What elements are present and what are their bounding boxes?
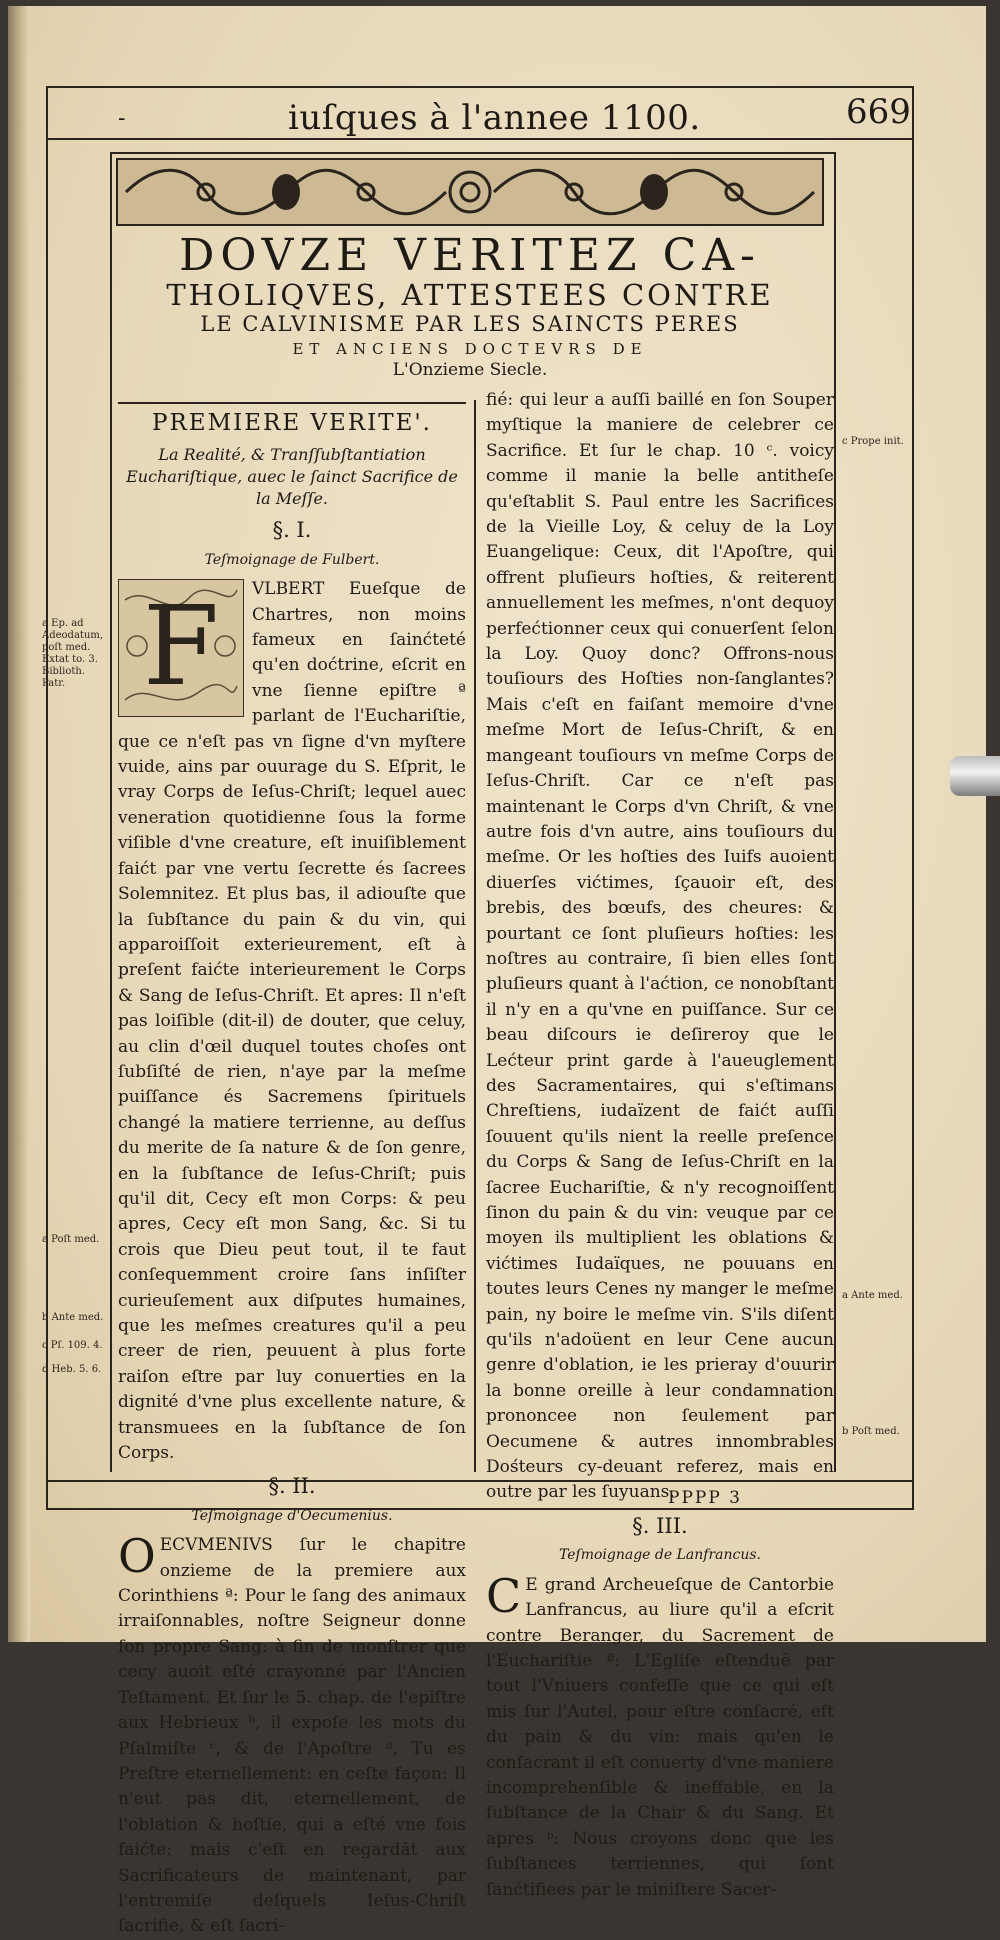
initial-letter: C xyxy=(486,1568,522,1623)
ornament-band-icon xyxy=(116,158,824,226)
frame-right-rule xyxy=(912,86,914,1508)
column-divider xyxy=(474,400,476,1472)
book-page xyxy=(8,6,986,1937)
title-line-2: THOLIQVES, ATTESTEES CONTRE xyxy=(166,278,774,312)
page-number: 669 xyxy=(846,92,911,132)
title-line-3: LE CALVINISME PAR LES SAINCTS PERES xyxy=(200,312,740,336)
frame-top-rule xyxy=(46,86,914,88)
right-column xyxy=(486,388,834,1903)
running-title: iuſques à l'annee 1100. xyxy=(288,98,701,138)
initial-letter: O xyxy=(118,1529,156,1584)
margin-note: a Ep. ad Adeodatum, poſt med. Extat to. 3. Biblioth. Patr. xyxy=(42,618,104,689)
margin-note: c Prope init. xyxy=(842,436,904,447)
margin-note: a Ante med. xyxy=(842,1290,903,1301)
margin-note: b Ante med. xyxy=(42,1312,104,1323)
header-mark: - xyxy=(118,106,126,131)
oecumenius-continuation: fié: qui leur a auſſi baillé en ſon Souper myſtique la maniere de celebrer ce Sacrifice. Et ſur le chap. 10 ᶜ. voicy comme il manie la belle antitheſe qu'eſtablit S. Paul entre les Sacrifices de la Vieille Loy, & celuy de la Loy Euangelique: Ceux, dit l'Apoſtre, qui offrent pluſieurs hoſties, & reiterent annuellement les meſmes, n'ont dequoy perfećtionner ceux qui conuerſent ſelon la Loy. Quoy donc? Offrons-nous touſiours des Hoſties non-ſanglantes? Mais c'eſt en faiſant memoire d'vne meſme Mort de Ieſus-Chriſt, & en mangeant touſiours vn meſme Corps de Ieſus-Chriſt. Car ce n'eſt pas maintenant le Corps d'vn Chriſt, & vne autre fois d'vn autre, ains touſiours du meſme. Or les hoſties des Iuifs auoient diuerſes vićtimes, ſçauoir eſt, des brebis, des bœufs, des cheures: & pourtant ce ſont pluſieurs hoſties: les noſtres au contraire, ſi bien elles ſont pluſieurs quant à l'aćtion, ce nonobſtant il n'y en a qu'vne en puiſſance. Sur ce beau diſcours ie deſireroy que le Lećteur print garde à l'aueuglement des Sacramentaires, qui s'eſtimans Chreſtiens, iudaïzent de faićt auſſi ſouuent qu'ils nient la reelle preſence du Corps & Sang de Ieſus-Chriſt en la ſacree Euchariſtie, & n'y recognoiſſent ſinon du pain & du vin: veuque par ce moyen ils multiplient les oblations & vićtimes Iudaïques, ne pouuans en toutes leurs Cenes ny manger le meſme pain, ny boire le meſme vin. S'ils diſent qu'ils n'adoüent en leur Cene aucun genre d'oblation, ie les prieray d'ouurir la bonne oreille à leur condamnation prononcee non ſeulement par Oecumene & autres innombrables Dośteurs cy-deuant referez, mais en outre par les ſuyuans. xyxy=(486,390,834,1503)
text-box-top-rule xyxy=(110,152,836,154)
verite-subheading: La Realité, & Tranſſubſtantiation Euchariſtique, auec le ſainct Sacrifice de la Meſſe. xyxy=(126,445,458,509)
title-line-5: L'Onzieme Siecle. xyxy=(392,360,548,380)
margin-note: c Pſ. 109. 4. xyxy=(42,1340,103,1351)
margin-note: b Poſt med. xyxy=(842,1426,900,1437)
title-line-1: DOVZE VERITEZ CA- xyxy=(179,230,761,281)
header-rule xyxy=(46,138,914,140)
verite-heading: PREMIERE VERITE'. xyxy=(152,410,432,436)
lanfrancus-paragraph: E grand Archeueſque de Cantorbie Lanfrancus, au liure qu'il a eſcrit contre Beranger, du Sacrement de l'Euchariſtie ª: L'Egliſe eſtenduë par tout l'Vniuers confeſſe que ce qui eſt mis ſur l'Autel, pour eſtre conſacré, eſt du pain & du vin: mais qu'en le conſacrant il eſt conuerty d'vne maniere incomprehenſible & ineffable, en la ſubſtance de la Chair & du Sang. Et apres ᵇ: Nous croyons donc que les ſubſtances terriennes, qui ſont ſanćtifiees par le miniſtere Sacer- xyxy=(486,1574,834,1900)
text-box-right-rule xyxy=(834,152,836,1472)
section-heading: §. III. xyxy=(632,1513,688,1538)
section-heading: §. I. xyxy=(272,518,312,543)
left-column xyxy=(118,401,466,1940)
title-line-4: ET ANCIENS DOCTEVRS DE xyxy=(292,340,648,358)
page-clip-icon xyxy=(950,756,1000,796)
decorated-initial xyxy=(118,579,244,717)
oecumenius-paragraph: ECVMENIVS ſur le chapitre onzieme de la premiere aux Corinthiens ª: Pour le ſang des animaux irraiſonnables, noſtre Seigneur donne ſon propre Sang: à fin de monſtrer que cecy auoit eſté crayonné par l'Ancien Teſtament. Et ſur le 5. chap. de l'epiſtre aux Hebrieux ᵇ, il expoſe les mots du Pſalmiſte ᶜ, & de l'Apoſtre ᵈ, Tu es Preſtre eternellement: en ceſte façon: Il n'eut pas dit, eternellement, de l'oblation & hoſtie, qui a eſté vne fois faićte: mais c'eſt en regardāt aux Sacrificateurs de maintenant, par l'entremiſe deſquels Ieſus-Chriſt ſacrifie, & eſt ſacri- xyxy=(118,1535,466,1937)
testimony-heading: Teſmoignage d'Oecumenius. xyxy=(191,1507,393,1524)
testimony-heading: Teſmoignage de Fulbert. xyxy=(204,551,380,568)
frame-left-rule xyxy=(46,86,48,1508)
text-box-left-rule xyxy=(110,152,112,1472)
fulbert-paragraph: VLBERT Eueſque de Chartres, non moins fameux en ſainćteté qu'en doćtrine, eſcrit en vne ſienne epiſtre ª parlant de l'Euchariſtie, que ce n'eſt pas vn ſigne d'vn myſtere vuide, ains par ouurage du S. Eſprit, le vray Corps de Ieſus-Chriſt; lequel auec veneration quotidienne ſous la forme viſible d'vne creature, eſt inuiſiblement faićt par vne vertu ſecrette és ſacrees Solemnitez. Et plus bas, il adiouſte que la ſubſtance du pain & du vin, qui apparoiſſoit exterieurement, eſt à preſent faićte interieurement le Corps & Sang de Ieſus-Chriſt. Et apres: Il n'eſt pas loiſible (dit-il) de douter, que celuy, au clin d'œil duquel toutes choſes ont ſubſiſté de rien, n'aye par la meſme puiſſance és Sacremens ſpirituels changé la matiere terrienne, au deſſus du merite de ſa nature & de ſon genre, en la ſubſtance de Ieſus-Chriſt; puis qu'il dit, Cecy eſt mon Corps: & peu apres, Cecy eſt mon Sang, &c. Si tu crois que Dieu peut tout, il te faut conſequemment croire ſans inſiſter curieuſement aux diſputes humaines, que les meſmes creatures qu'il a peu creer de rien, peuuent à plus forte raiſon eſtre par luy conuerties en la dignité d'vne plus excellente nature, & transmuees en la ſubſtance de ſon Corps. xyxy=(118,579,466,1464)
dropcap-letter: F xyxy=(142,582,220,711)
section-heading: §. II. xyxy=(268,1474,316,1499)
margin-note: d Heb. 5. 6. xyxy=(42,1364,102,1375)
signature-mark: PPPP 3 xyxy=(668,1488,742,1508)
margin-note: a Poſt med. xyxy=(42,1234,100,1245)
testimony-heading: Teſmoignage de Lanfrancus. xyxy=(558,1547,761,1564)
book-spine xyxy=(8,6,30,1642)
